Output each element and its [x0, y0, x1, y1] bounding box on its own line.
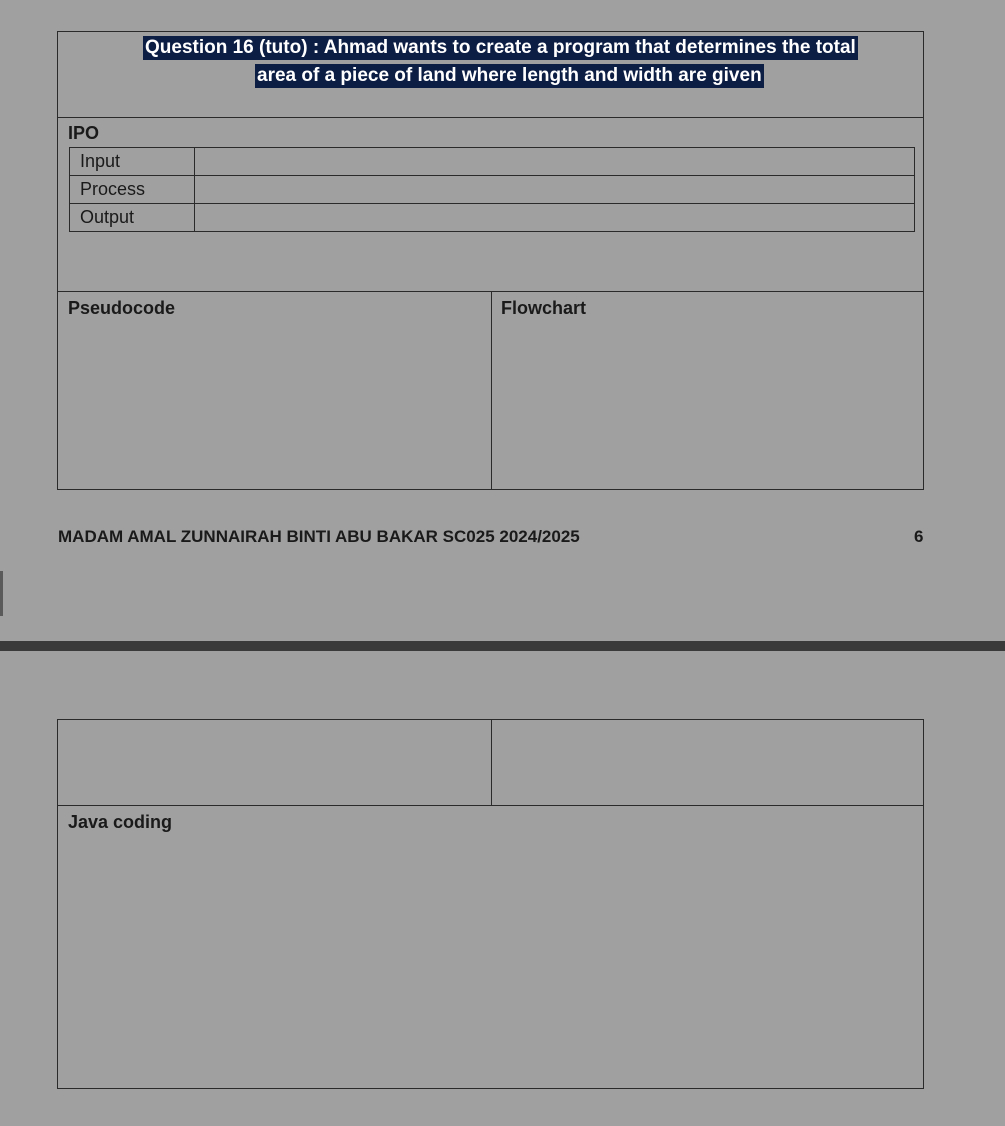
ipo-row-input: [70, 148, 915, 176]
question-header: [58, 32, 923, 118]
ipo-table: [69, 147, 915, 232]
ipo-input-cell[interactable]: [195, 148, 915, 176]
pseudocode-label: Pseudocode: [68, 298, 176, 318]
ipo-process-cell[interactable]: [195, 176, 915, 204]
ipo-title: IPO: [68, 123, 100, 143]
ipo-row-output: [70, 204, 915, 232]
page-separator: [0, 641, 1005, 651]
ipo-output-label: Output: [70, 204, 195, 232]
ipo-input-label: Input: [70, 148, 195, 176]
column-divider: [491, 292, 492, 489]
flowchart-label: Flowchart: [501, 298, 587, 318]
continuation-column-divider: [491, 720, 492, 805]
java-coding-label: Java coding: [68, 812, 173, 832]
continuation-top-row: [58, 720, 923, 806]
pseudocode-flowchart-row: [58, 291, 923, 489]
page-number: 6: [914, 527, 924, 546]
question-text-line-1[interactable]: Question 16 (tuto) : Ahmad wants to create a program that determines the total: [145, 37, 856, 58]
ipo-row-process: [70, 176, 915, 204]
page-edge-marker: [0, 571, 3, 616]
question-text-line-2[interactable]: area of a piece of land where length and width are given: [257, 65, 762, 86]
question-box: [57, 31, 924, 490]
continuation-box: [57, 719, 924, 1089]
ipo-process-label: Process: [70, 176, 195, 204]
ipo-output-cell[interactable]: [195, 204, 915, 232]
page-footer: MADAM AMAL ZUNNAIRAH BINTI ABU BAKAR SC025 2024/2025: [58, 527, 580, 546]
